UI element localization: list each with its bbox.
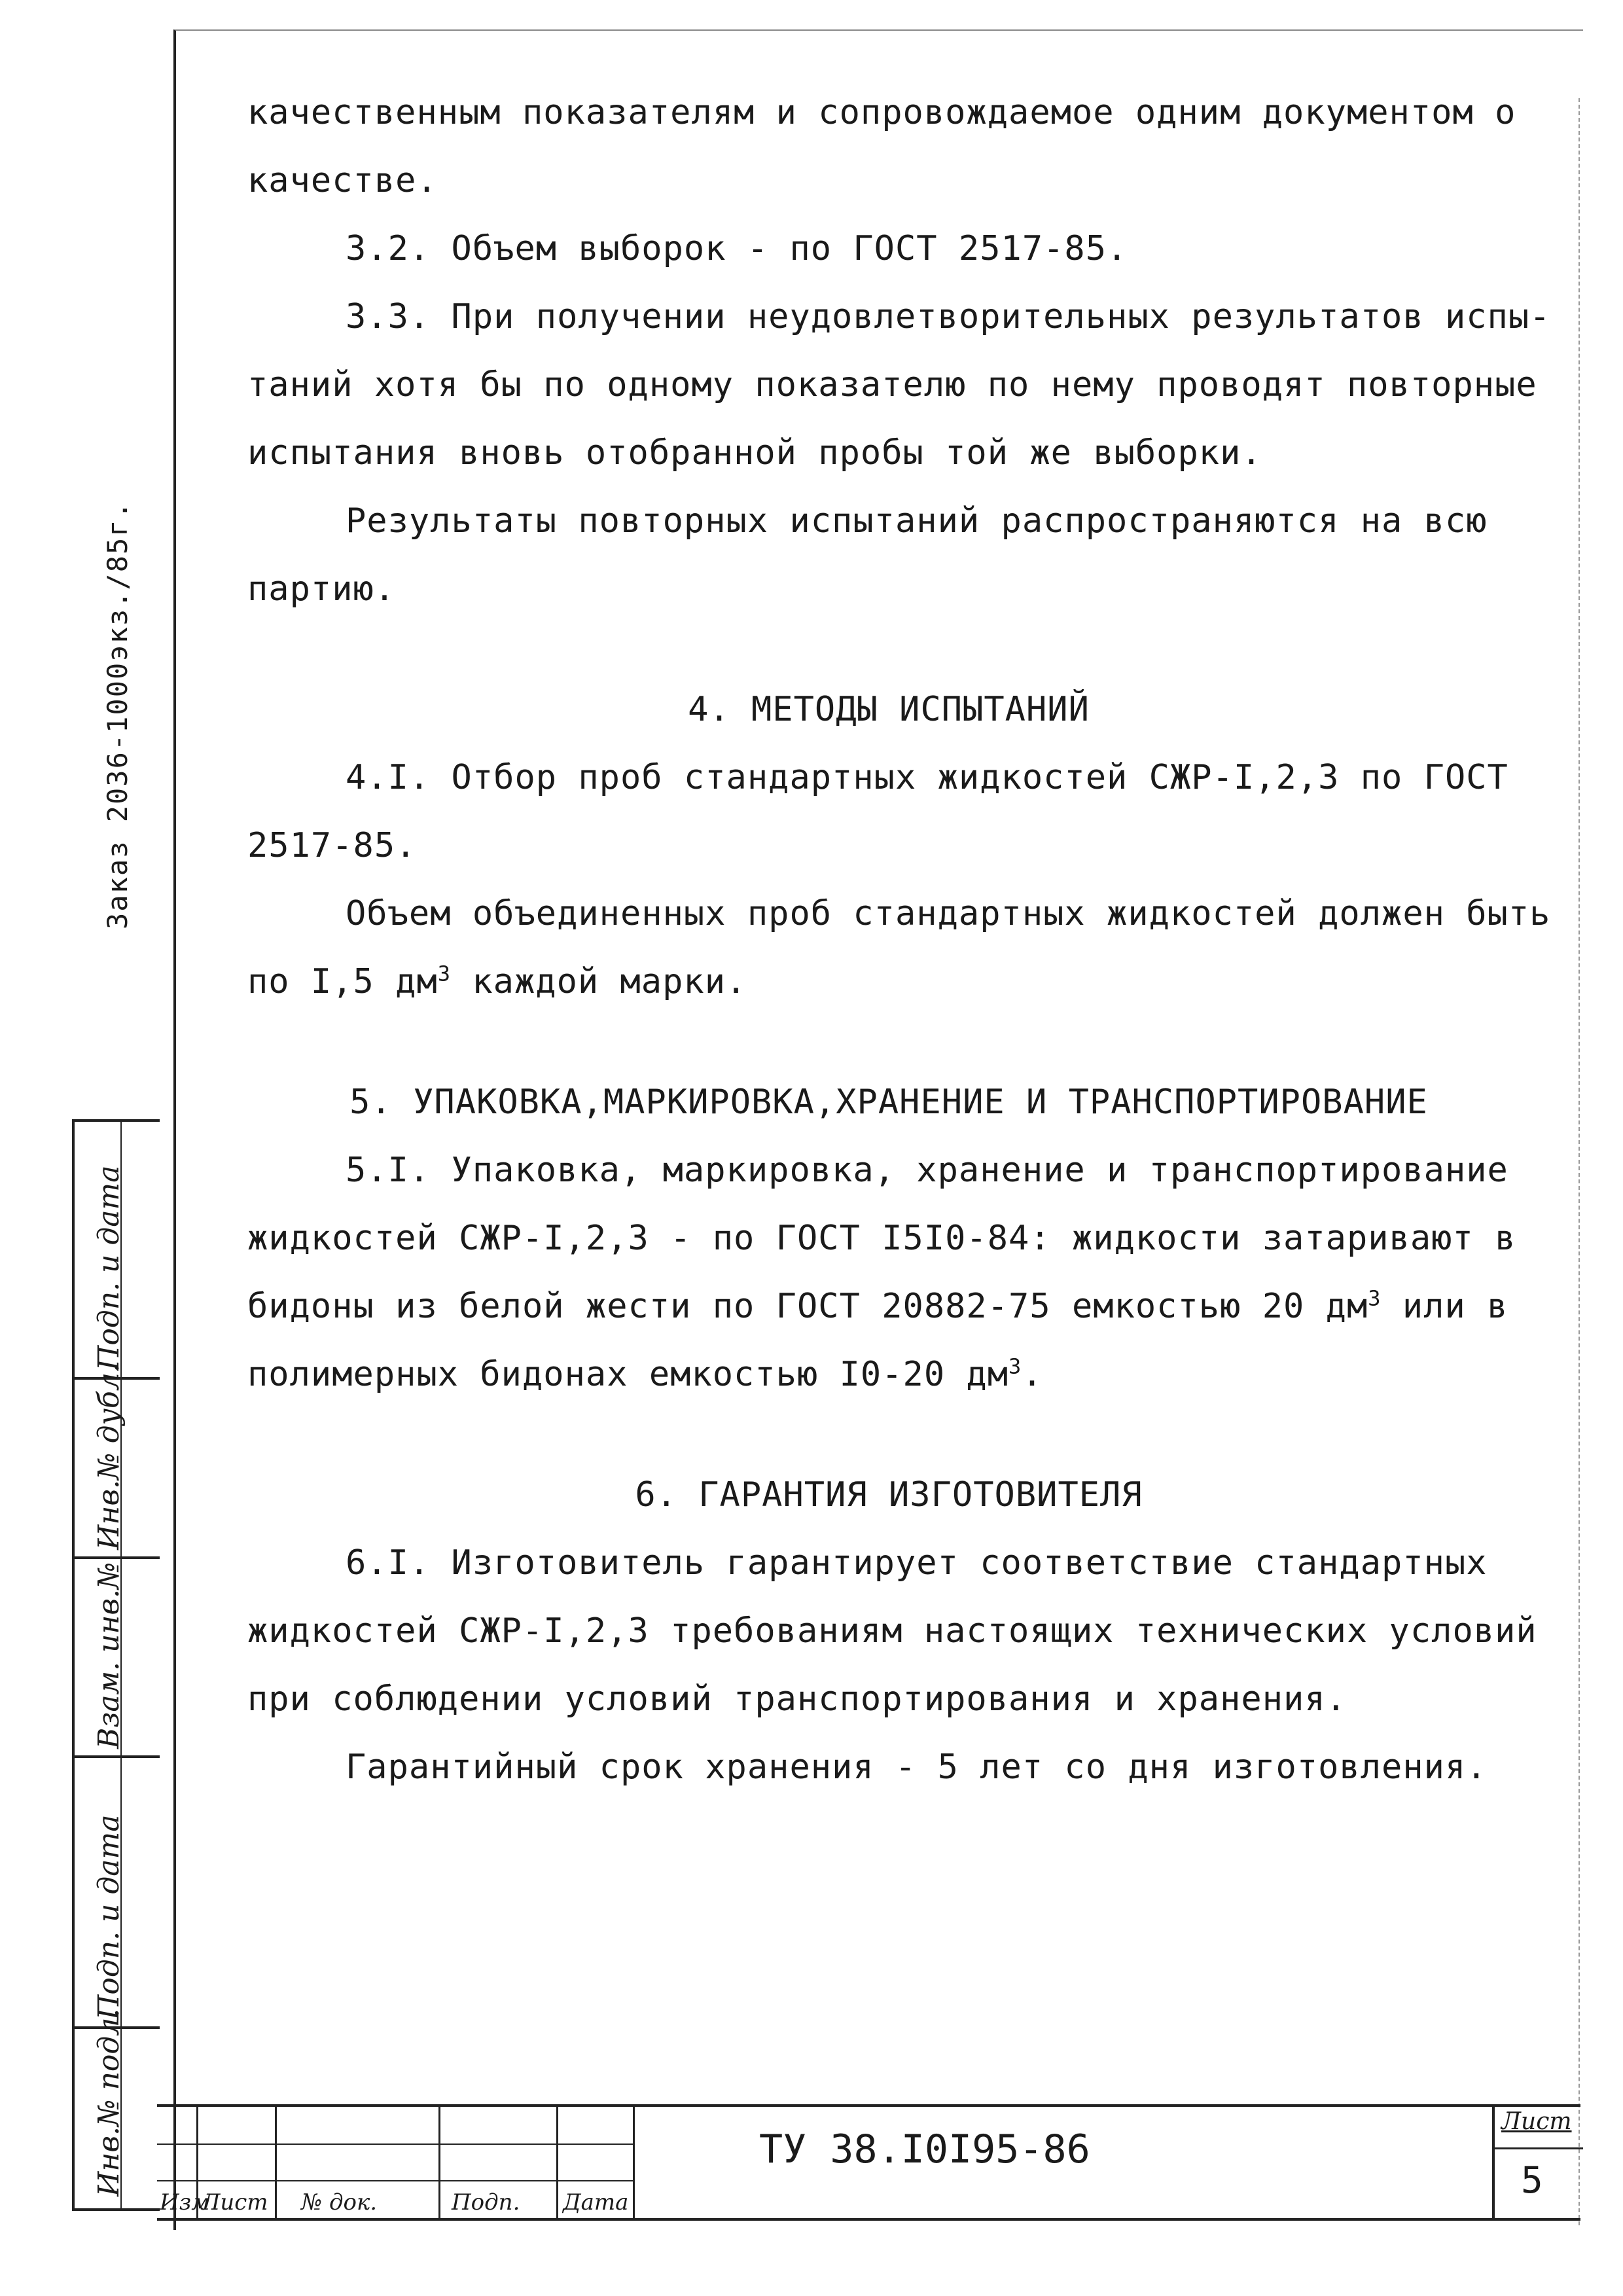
paragraph-line: качественным показателям и сопровождаемое одним документом о [247,93,1516,132]
stamp-label: Подп. и дата [92,1814,126,2020]
date-label: Дата [563,2189,629,2215]
document-code: ТУ 38.I0I95-86 [759,2126,1090,2172]
text-run: полимерных бидонах емкостью I0-20 дм [247,1355,1009,1394]
stamp-cell [75,1559,160,1758]
superscript: 3 [437,961,452,986]
grid-line [275,2107,277,2218]
clause-3-3: 3.3. При получении неудовлетворительных результатов испы- [346,297,1551,336]
superscript: 3 [1008,1354,1022,1379]
paragraph-line: испытания вновь отобранной пробы той же выборки. [247,433,1262,473]
stamp-label: Инв.№ дубл. [92,1363,126,1550]
paragraph-line: жидкостей СЖР-I,2,3 - по ГОСТ I5I0-84: жидкости затаривают в [247,1219,1516,1258]
text-run: бидоны из белой жести по ГОСТ 20882-75 емкостью 20 дм [247,1287,1368,1326]
grid-line [438,2107,440,2218]
clause-6-1: 6.I. Изготовитель гарантирует соответствие стандартных [346,1543,1488,1583]
paragraph-line: жидкостей СЖР-I,2,3 требованиям настоящих технических условий [247,1611,1537,1651]
izm-label: Изм [160,2189,210,2215]
sheet-label: Лист [1501,2108,1572,2135]
superscript: 3 [1368,1285,1382,1311]
paragraph-line: партию. [247,569,396,609]
sheet-box [1492,2107,1583,2218]
title-block [157,2104,1580,2221]
grid-line [556,2107,558,2218]
clause-5-1: 5.I. Упаковка, маркировка, хранение и транспортирование [346,1151,1508,1190]
paragraph-line: при соблюдении условий транспортирования и хранения. [247,1679,1347,1719]
paragraph-line: Результаты повторных испытаний распространяются на всю [346,501,1488,541]
order-margin-note: Заказ 2036-1000экз./85г. [101,501,134,929]
grid-line [157,2144,635,2145]
text-run: по I,5 дм [247,962,438,1001]
warranty-period: Гарантийный срок хранения - 5 лет со дня изготовления. [346,1748,1488,1787]
revision-grid [157,2107,635,2218]
text-run: каждой марки. [451,962,747,1001]
text-run: или в [1381,1287,1508,1326]
right-edge-line [1578,98,1580,2225]
stamp-cell [75,1363,160,1559]
paragraph-line: Объем объединенных проб стандартных жидкостей должен быть [346,894,1551,933]
stamp-cell [75,1122,160,1380]
stamp-label: Взам. инв.№ [92,1562,126,1749]
doc-number-label: № док. [301,2189,378,2215]
paragraph-line [247,948,1530,1016]
paragraph-line [247,1272,1530,1340]
grid-line [157,2180,635,2181]
sheet-number: 5 [1521,2159,1543,2202]
grid-line [633,2107,635,2218]
section-heading-5: 5. УПАКОВКА,МАРКИРОВКА,ХРАНЕНИЕ И ТРАНСПОРТИРОВАНИЕ [349,1083,1428,1122]
paragraph-line: качестве. [247,161,438,200]
sheet-divider [1495,2147,1583,2149]
clause-3-2: 3.2. Объем выборок - по ГОСТ 2517-85. [346,229,1128,268]
section-heading-4: 4. МЕТОДЫ ИСПЫТАНИЙ [688,690,1090,729]
stamp-label: Инв.№ подл. [92,2008,126,2197]
stamp-label: Подп. и дата [92,1165,126,1371]
document-body [247,79,1551,1801]
signature-label: Подп. [452,2189,520,2215]
section-heading-6: 6. ГАРАНТИЯ ИЗГОТОВИТЕЛЯ [635,1475,1143,1515]
text-run: . [1022,1355,1043,1394]
clause-4-1: 4.I. Отбор проб стандартных жидкостей СЖР-I,2,3 по ГОСТ [346,758,1508,797]
list-label: Лист [202,2189,268,2215]
paragraph-line: таний хотя бы по одному показателю по нему проводят повторные [247,365,1537,404]
paragraph-line: 2517-85. [247,826,417,865]
stamp-cell [75,2008,160,2203]
side-stamp [72,1119,160,2211]
stamp-cell [75,1758,160,2029]
paragraph-line [247,1340,1530,1408]
